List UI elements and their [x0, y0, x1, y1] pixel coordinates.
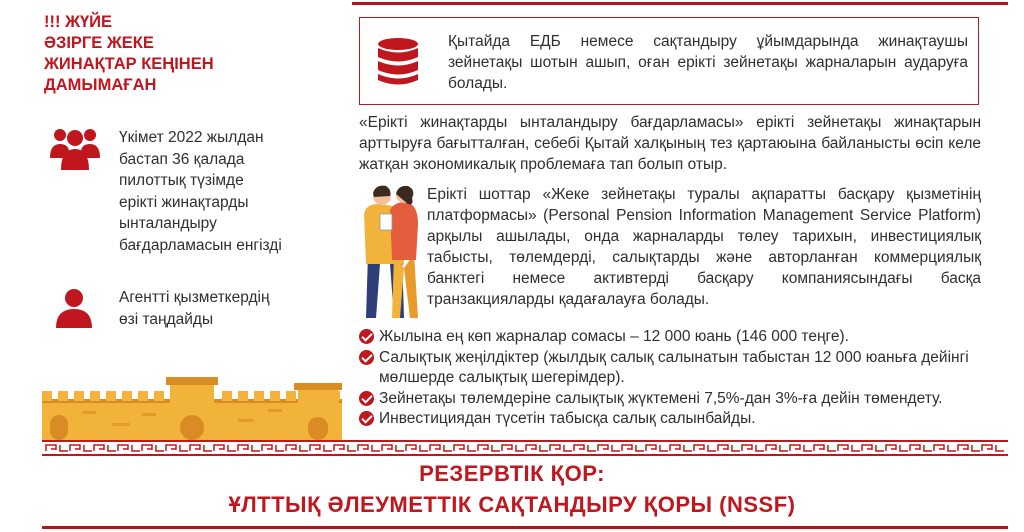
check-circle-icon — [359, 391, 374, 406]
info-box-text: Қытайда ЕДБ немесе сақтандыру ұйымдарында жинақтаушы зейнетақы шотын ашып, оған ерікті зейнетақы жарналарын аударуға болады. — [448, 33, 968, 92]
check-circle-icon — [359, 350, 374, 365]
program-purpose-paragraph: «Ерікті жинақтарды ынталандыру бағдарламасы» ерікті зейнетақы жинақтарын арттыруға бағытталған, себебі Қытай халқының тез қартаюына байланысты өсіп келе жатқан экономикалық проблемаға тап болып отыр. — [359, 114, 981, 173]
reserve-fund-heading — [0, 458, 1024, 520]
title-line-1: !!! ЖҮЙЕ — [44, 13, 113, 31]
agent-choice-text: Агентті қызметкердің өзі таңдайды — [119, 289, 270, 328]
check-circle-icon — [359, 411, 374, 426]
section-title — [44, 12, 324, 96]
database-icon — [376, 37, 420, 87]
bottom-rule — [42, 526, 1008, 529]
title-line-3: ЖИНАҚТАР КЕҢІНЕН — [44, 55, 214, 73]
title-line-4: ДАМЫМАҒАН — [44, 76, 157, 94]
great-wall-illustration — [42, 377, 342, 440]
list-item: Салықтық жеңілдіктер (жылдық салық салынатын табыстан 12 000 юаньға дейінгі мөлшерде салықтық шегерімдер). — [359, 348, 981, 389]
check-circle-icon — [359, 329, 374, 344]
ornament-band — [42, 440, 1008, 456]
list-item: Жылына ең көп жарналар сомасы – 12 000 юань (146 000 теңге). — [359, 327, 981, 348]
list-item: Зейнетақы төлемдеріне салықтық жүктемені 7,5%-дан 3%-ға дейін төмендету. — [359, 389, 981, 410]
couple-illustration — [360, 184, 422, 318]
benefits-list — [359, 327, 981, 430]
top-rule — [352, 2, 1008, 5]
person-icon — [56, 288, 92, 328]
platform-paragraph: Ерікті шоттар «Жеке зейнетақы туралы ақпаратты басқару қызметінің платформасы» (Personal Pension Information Management Service Platform) арқылы ашылады, онда жарналарды төлеу тарихын, инвестициялық табысты, төлемдерді, салықтарды және авторланған коммерциялық банктегі немесе активтерді басқару компаниясындағы басқа транзакцияларды қадағалауға болады. — [427, 186, 981, 308]
title-line-2: ӘЗІРГЕ ЖЕКЕ — [44, 34, 154, 52]
heading-line-1: РЕЗЕРВТІК ҚОР: — [419, 461, 605, 486]
heading-line-2: ҰЛТТЫҚ ӘЛЕУМЕТТІК САҚТАНДЫРУ ҚОРЫ (NSSF) — [228, 492, 796, 517]
people-group-icon — [50, 124, 100, 170]
list-item: Инвестициядан түсетін табысқа салық салынбайды. — [359, 409, 981, 430]
pilot-program-text: Үкімет 2022 жылдан бастап 36 қалада пилоттық түзімде ерікті жинақтарды ынталандыру бағдарламасын енгізді — [119, 129, 282, 254]
info-box — [359, 17, 979, 105]
